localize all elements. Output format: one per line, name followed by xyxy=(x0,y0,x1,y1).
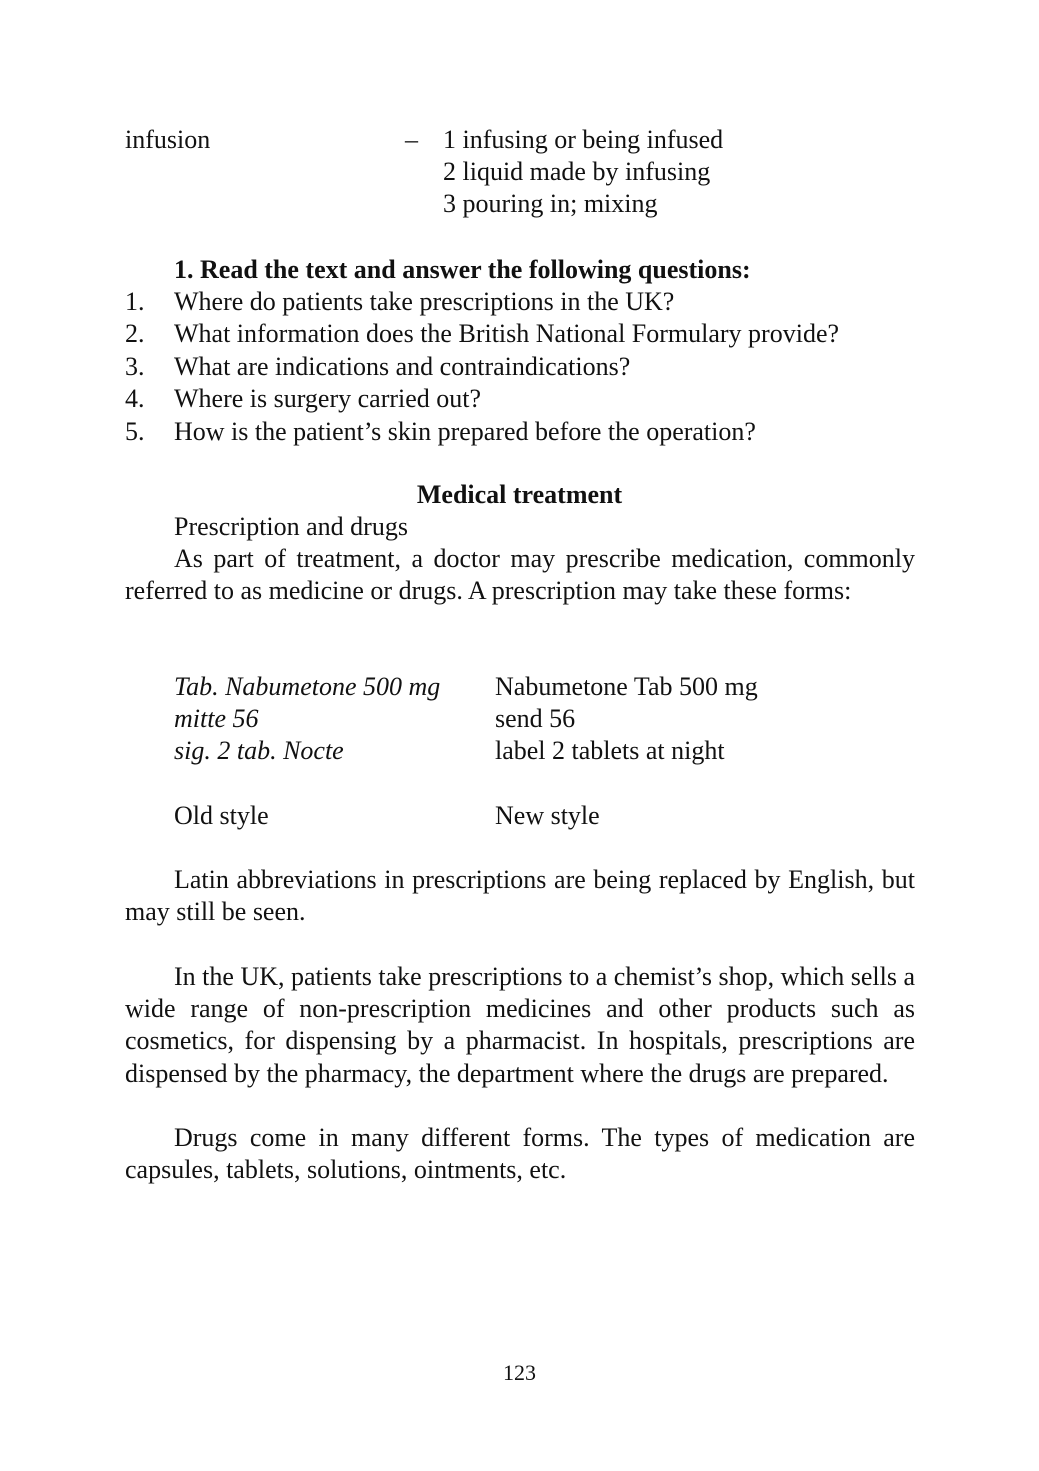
page-number: 123 xyxy=(503,1360,536,1385)
question-number: 3. xyxy=(125,351,145,381)
prescription-line: mitte 56 xyxy=(174,704,259,733)
question-number: 1. xyxy=(125,287,145,316)
question-text: What information does the British National Formulary provide? xyxy=(174,319,840,349)
prescription-new-style xyxy=(495,671,758,767)
new-style-label: New style xyxy=(495,801,600,830)
glossary-definition: 2 liquid made by infusing xyxy=(443,157,711,186)
prescription-line: send 56 xyxy=(495,704,576,733)
glossary-definition: 1 infusing or being infused xyxy=(443,125,724,154)
glossary-term: infusion xyxy=(125,125,211,154)
prescription-line: sig. 2 tab. Nocte xyxy=(174,736,344,765)
question-text: Where do patients take prescriptions in the UK? xyxy=(174,287,675,316)
prescription-old-style xyxy=(174,671,440,767)
question-text: How is the patient’s skin prepared before the operation? xyxy=(174,416,756,446)
prescription-line: label 2 tablets at night xyxy=(495,736,725,765)
section-subheading: Prescription and drugs xyxy=(174,512,408,541)
question-text: What are indications and contraindications? xyxy=(174,351,631,381)
paragraph-chemist: In the UK, patients take prescriptions to a chemist’s shop, which sells a wide range of non-prescription medicines and other products such as cosmetics, for dispensing by a pharmacist. In hospitals, prescriptions are dispensed by the pharmacy, the department where the drugs are prepared. xyxy=(125,962,915,1088)
old-style-label: Old style xyxy=(174,801,269,830)
glossary-definition: 3 pouring in; mixing xyxy=(443,189,658,218)
paragraph-intro: As part of treatment, a doctor may prescribe medication, commonly referred to as medicine or drugs. A prescription may take these forms: xyxy=(125,544,915,606)
prescription-line: Tab. Nabumetone 500 mg xyxy=(174,672,441,701)
glossary-definitions xyxy=(443,124,723,220)
glossary-dash: – xyxy=(405,125,418,154)
prescription-line: Nabumetone Tab 500 mg xyxy=(495,672,758,701)
exercise-heading: 1. Read the text and answer the following questions: xyxy=(174,255,751,284)
question-number: 4. xyxy=(125,384,145,414)
paragraph-latin: Latin abbreviations in prescriptions are being replaced by English, but may still be seen. xyxy=(125,865,915,927)
question-text: Where is surgery carried out? xyxy=(174,384,482,414)
paragraph-drug-forms: Drugs come in many different forms. The types of medication are capsules, tablets, solutions, ointments, etc. xyxy=(125,1123,915,1185)
section-title: Medical treatment xyxy=(416,480,623,509)
question-number: 5. xyxy=(125,416,145,446)
question-number: 2. xyxy=(125,319,145,349)
